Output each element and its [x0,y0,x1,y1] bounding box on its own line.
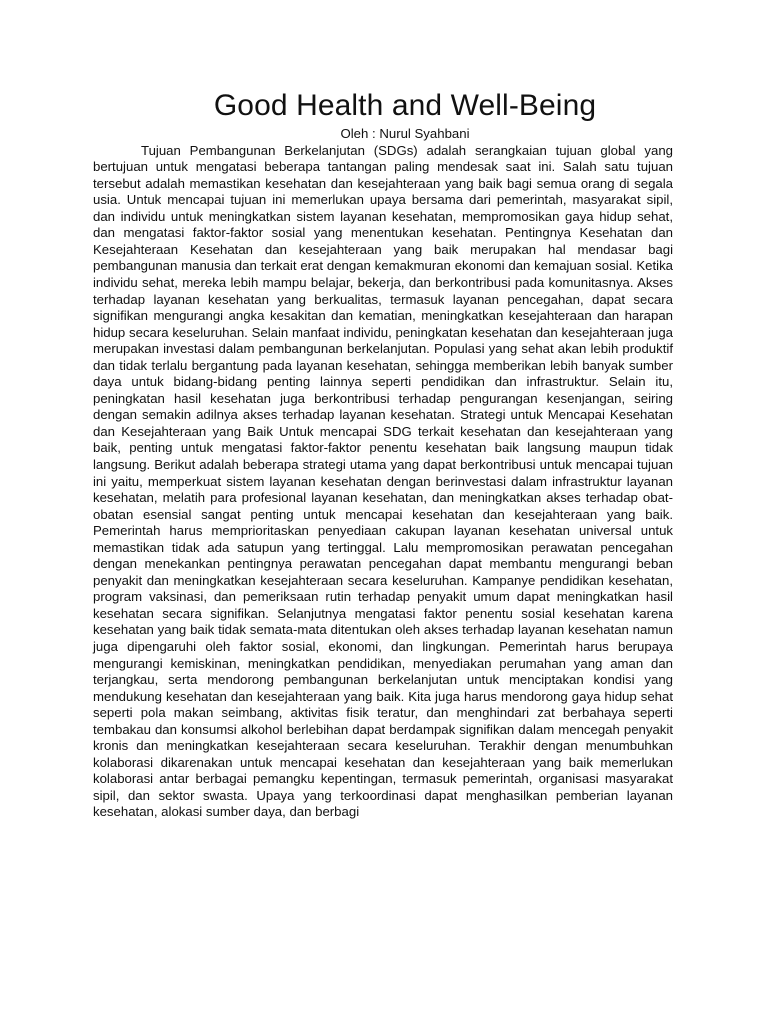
author-line: Oleh : Nurul Syahbani [340,126,470,141]
document-title: Good Health and Well-Being [213,89,597,122]
document-page [93,84,673,821]
body-paragraph: Tujuan Pembangunan Berkelanjutan (SDGs) adalah serangkaian tujuan global yang bertujuan untuk mengatasi beberapa tantangan paling mendesak saat ini. Salah satu tujuan tersebut adalah memastikan kesehatan dan kesejahteraan yang baik bagi semua orang di segala usia. Untuk mencapai tujuan ini memerlukan upaya bersama dari pemerintah, masyarakat sipil, dan individu untuk meningkatkan sistem layanan kesehatan, mempromosikan gaya hidup sehat, dan mengatasi faktor-faktor sosial yang menentukan kesehatan. Pentingnya Kesehatan dan Kesejahteraan Kesehatan dan kesejahteraan yang baik merupakan hal mendasar bagi pembangunan manusia dan terkait erat dengan kemakmuran ekonomi dan kemajuan sosial. Ketika individu sehat, mereka lebih mampu belajar, bekerja, dan berkontribusi pada komunitasnya. Akses terhadap layanan kesehatan yang berkualitas, termasuk layanan pencegahan, dapat secara signifikan mengurangi angka kesakitan dan kematian, meningkatkan kesejahteraan dan harapan hidup secara keseluruhan. Selain manfaat individu, peningkatan kesehatan dan kesejahteraan juga merupakan investasi dalam pembangunan berkelanjutan. Populasi yang sehat akan lebih produktif dan tidak terlalu bergantung pada layanan kesehatan, sehingga memberikan lebih banyak sumber daya untuk bidang-bidang penting lainnya seperti pendidikan dan infrastruktur. Selain itu, peningkatan hasil kesehatan juga berkontribusi terhadap pengurangan kesenjangan, seiring dengan semakin adilnya akses terhadap layanan kesehatan. Strategi untuk Mencapai Kesehatan dan Kesejahteraan yang Baik Untuk mencapai SDG terkait kesehatan dan kesejahteraan yang baik, penting untuk mengatasi faktor-faktor penentu kesehatan baik langsung maupun tidak langsung. Berikut adalah beberapa strategi utama yang dapat berkontribusi untuk mencapai tujuan ini yaitu, memperkuat sistem layanan kesehatan dengan berinvestasi dalam infrastruktur layanan kesehatan, melatih para profesional layanan kesehatan, dan meningkatkan akses terhadap obat-obatan esensial sangat penting untuk mencapai kesehatan dan kesejahteraan yang baik. Pemerintah harus memprioritaskan penyediaan cakupan layanan kesehatan universal untuk memastikan tidak ada satupun yang tertinggal. Lalu mempromosikan perawatan pencegahan dengan menekankan pentingnya perawatan pencegahan dapat membantu mengurangi beban penyakit dan meningkatkan kesejahteraan secara keseluruhan. Kampanye pendidikan kesehatan, program vaksinasi, dan pemeriksaan rutin terhadap penyakit umum dapat meningkatkan hasil kesehatan secara signifikan. Selanjutnya mengatasi faktor penentu sosial kesehatan karena kesehatan yang baik tidak semata-mata ditentukan oleh akses terhadap layanan kesehatan namun juga dipengaruhi oleh faktor sosial, ekonomi, dan lingkungan. Pemerintah harus berupaya mengurangi kemiskinan, meningkatkan pendidikan, menyediakan perumahan yang aman dan terjangkau, serta mendorong pembangunan berkelanjutan untuk menciptakan kondisi yang mendukung kesehatan dan kesejahteraan yang baik. Kita juga harus mendorong gaya hidup sehat seperti pola makan seimbang, aktivitas fisik teratur, dan menghindari zat berbahaya seperti tembakau dan konsumsi alkohol berlebihan dapat berdampak signifikan dalam mencegah penyakit kronis dan meningkatkan kesejahteraan secara keseluruhan. Terakhir dengan menumbuhkan kolaborasi dikarenakan untuk mencapai kesehatan dan kesejahteraan yang baik memerlukan kolaborasi antar berbagai pemangku kepentingan, termasuk pemerintah, organisasi masyarakat sipil, dan sektor swasta. Upaya yang terkoordinasi dapat menghasilkan pemberian layanan kesehatan, alokasi sumber daya, dan berbagi [93,142,673,820]
